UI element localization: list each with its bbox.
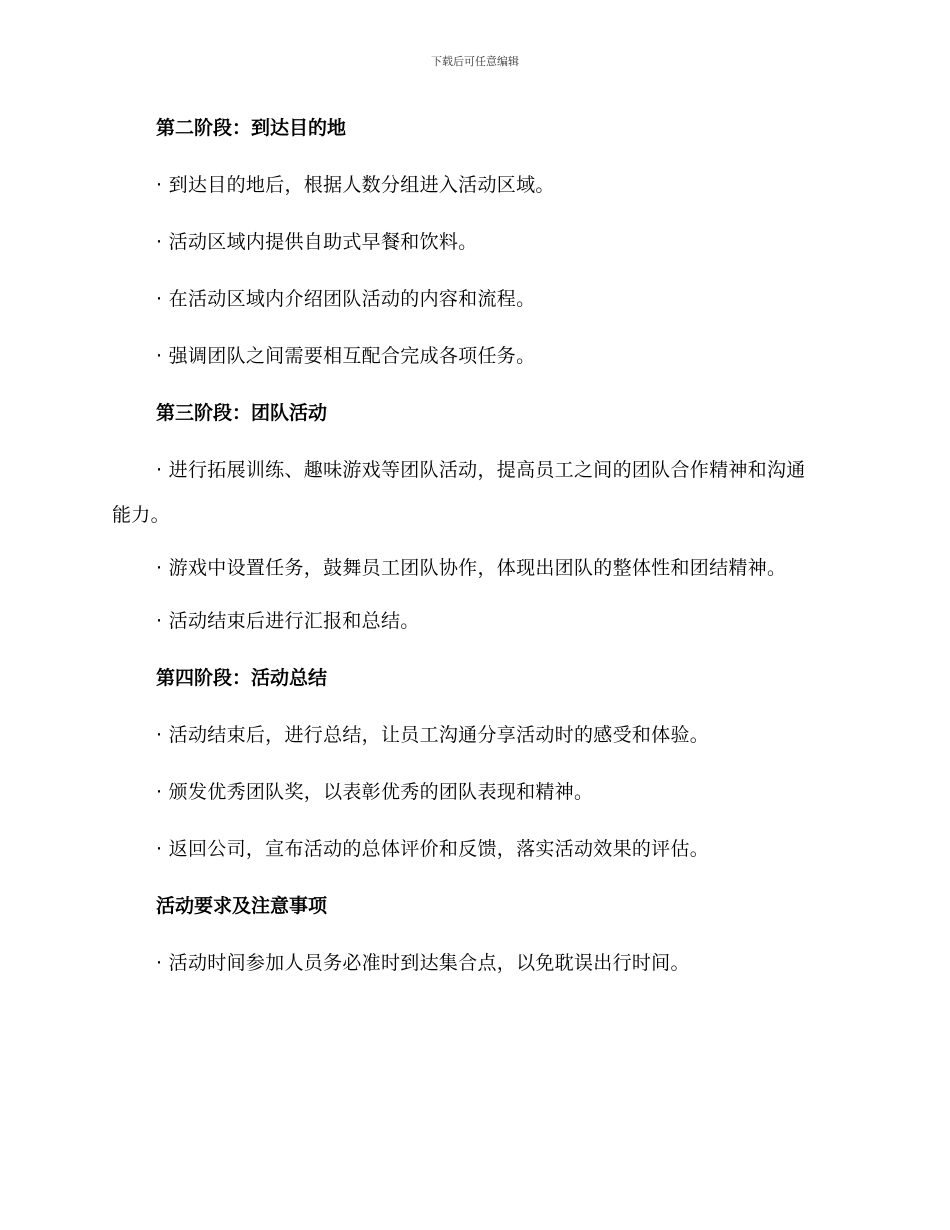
document-body bbox=[112, 110, 824, 1002]
bullet-paragraph: · 到达目的地后，根据人数分组进入活动区域。 bbox=[156, 174, 555, 196]
section-heading-stage-3: 第三阶段：团队活动 bbox=[156, 402, 328, 424]
bullet-paragraph: · 活动时间参加人员务必准时到达集合点，以免耽误出行时间。 bbox=[156, 952, 690, 974]
bullet-paragraph: · 活动区域内提供自助式早餐和饮料。 bbox=[156, 231, 478, 253]
bullet-paragraph: · 活动结束后，进行总结，让员工沟通分享活动时的感受和体验。 bbox=[156, 724, 710, 746]
section-heading-stage-2: 第二阶段：到达目的地 bbox=[156, 117, 347, 139]
section-heading-stage-4: 第四阶段：活动总结 bbox=[156, 667, 328, 689]
bullet-paragraph: · 活动结束后进行汇报和总结。 bbox=[156, 610, 420, 632]
bullet-paragraph: · 游戏中设置任务，鼓舞员工团队协作，体现出团队的整体性和团结精神。 bbox=[156, 557, 787, 579]
bullet-paragraph: · 进行拓展训练、趣味游戏等团队活动，提高员工之间的团队合作精神和沟通能力。 bbox=[112, 459, 806, 526]
bullet-paragraph: · 强调团队之间需要相互配合完成各项任务。 bbox=[156, 345, 536, 367]
bullet-paragraph: · 颁发优秀团队奖，以表彰优秀的团队表现和精神。 bbox=[156, 781, 594, 803]
section-heading-requirements: 活动要求及注意事项 bbox=[156, 895, 328, 917]
bullet-paragraph: · 在活动区域内介绍团队活动的内容和流程。 bbox=[156, 288, 536, 310]
page-header: 下载后可任意编辑 bbox=[431, 55, 519, 68]
bullet-paragraph: · 返回公司，宣布活动的总体评价和反馈，落实活动效果的评估。 bbox=[156, 838, 710, 860]
